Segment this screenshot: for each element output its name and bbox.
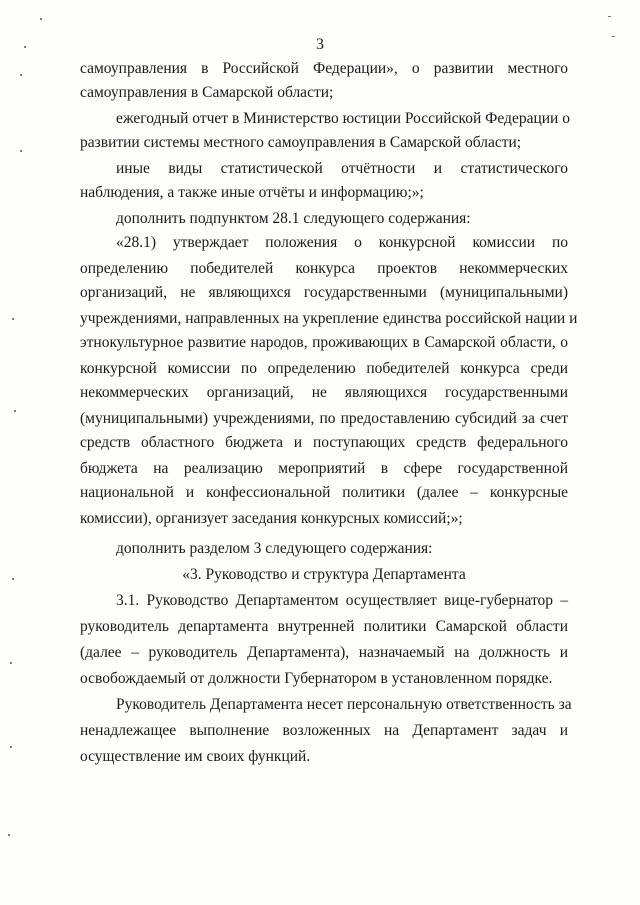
text-line: бюджета на реализацию мероприятий в сфере государственной [80, 460, 568, 477]
scan-mark [20, 74, 22, 76]
scan-mark [20, 150, 22, 152]
text-line: этнокультурное развитие народов, проживающих в Самарской области, о [80, 334, 568, 351]
text-line: дополнить подпунктом 28.1 следующего содержания: [116, 210, 471, 227]
text-line: ежегодный отчет в Министерство юстиции Российской Федерации о [116, 110, 570, 127]
scan-mark [12, 578, 14, 580]
text-line: «28.1) утверждает положения о конкурсной комиссии по [116, 234, 568, 251]
text-line: самоуправления в Самарской области; [80, 84, 334, 101]
text-line: развитии системы местного самоуправления в Самарской области; [80, 134, 522, 151]
text-line: 3.1. Руководство Департаментом осуществляет вице-губернатор – [116, 592, 568, 609]
text-line: (муниципальными) учреждениями, по предоставлению субсидий за счет [80, 410, 568, 427]
text-line: учреждениями, направленных на укрепление единства российской нации и [80, 310, 578, 327]
text-line: освобождаемый от должности Губернатором в установленном порядке. [80, 670, 553, 687]
document-body [80, 58, 578, 778]
text-line: некоммерческих организаций, не являющихся государственными [80, 384, 568, 401]
text-line: национальной и конфессиональной политики (далее – конкурсные [80, 484, 568, 501]
text-line: средств областного бюджета и поступающих средств федерального [80, 434, 568, 451]
text-line: конкурсной комиссии по определению победителей конкурса среди [80, 360, 568, 377]
section-heading: «3. Руководство и структура Департамента [182, 566, 466, 583]
text-line: наблюдения, а также иные отчёты и информацию;»; [80, 184, 424, 201]
text-line: осуществление им своих функций. [80, 748, 311, 765]
scan-mark [10, 662, 12, 664]
text-line: ненадлежащее выполнение возложенных на Департамент задач и [80, 722, 568, 739]
text-line: руководитель департамента внутренней политики Самарской области [80, 618, 568, 635]
scan-mark [612, 36, 615, 37]
scan-mark [608, 16, 611, 17]
text-line: дополнить разделом 3 следующего содержания: [116, 540, 433, 557]
text-line: иные виды статистической отчётности и статистического [116, 160, 568, 177]
scan-mark [12, 318, 14, 320]
scan-mark [8, 834, 10, 836]
scan-mark [14, 410, 16, 412]
text-line: (далее – руководитель Департамента), назначаемый на должность и [80, 644, 568, 661]
scan-mark [40, 18, 42, 20]
scan-mark [10, 746, 12, 748]
text-line: Руководитель Департамента несет персональную ответственность за [116, 696, 572, 713]
text-line: комиссии), организует заседания конкурсных комиссий;»; [80, 510, 463, 527]
text-line: организаций, не являющихся государственными (муниципальными) [80, 284, 568, 301]
page-number: 3 [316, 36, 324, 53]
text-line: определению победителей конкурса проектов некоммерческих [80, 260, 568, 277]
scan-mark [24, 46, 26, 48]
text-line: самоуправления в Российской Федерации», о развитии местного [80, 60, 568, 77]
